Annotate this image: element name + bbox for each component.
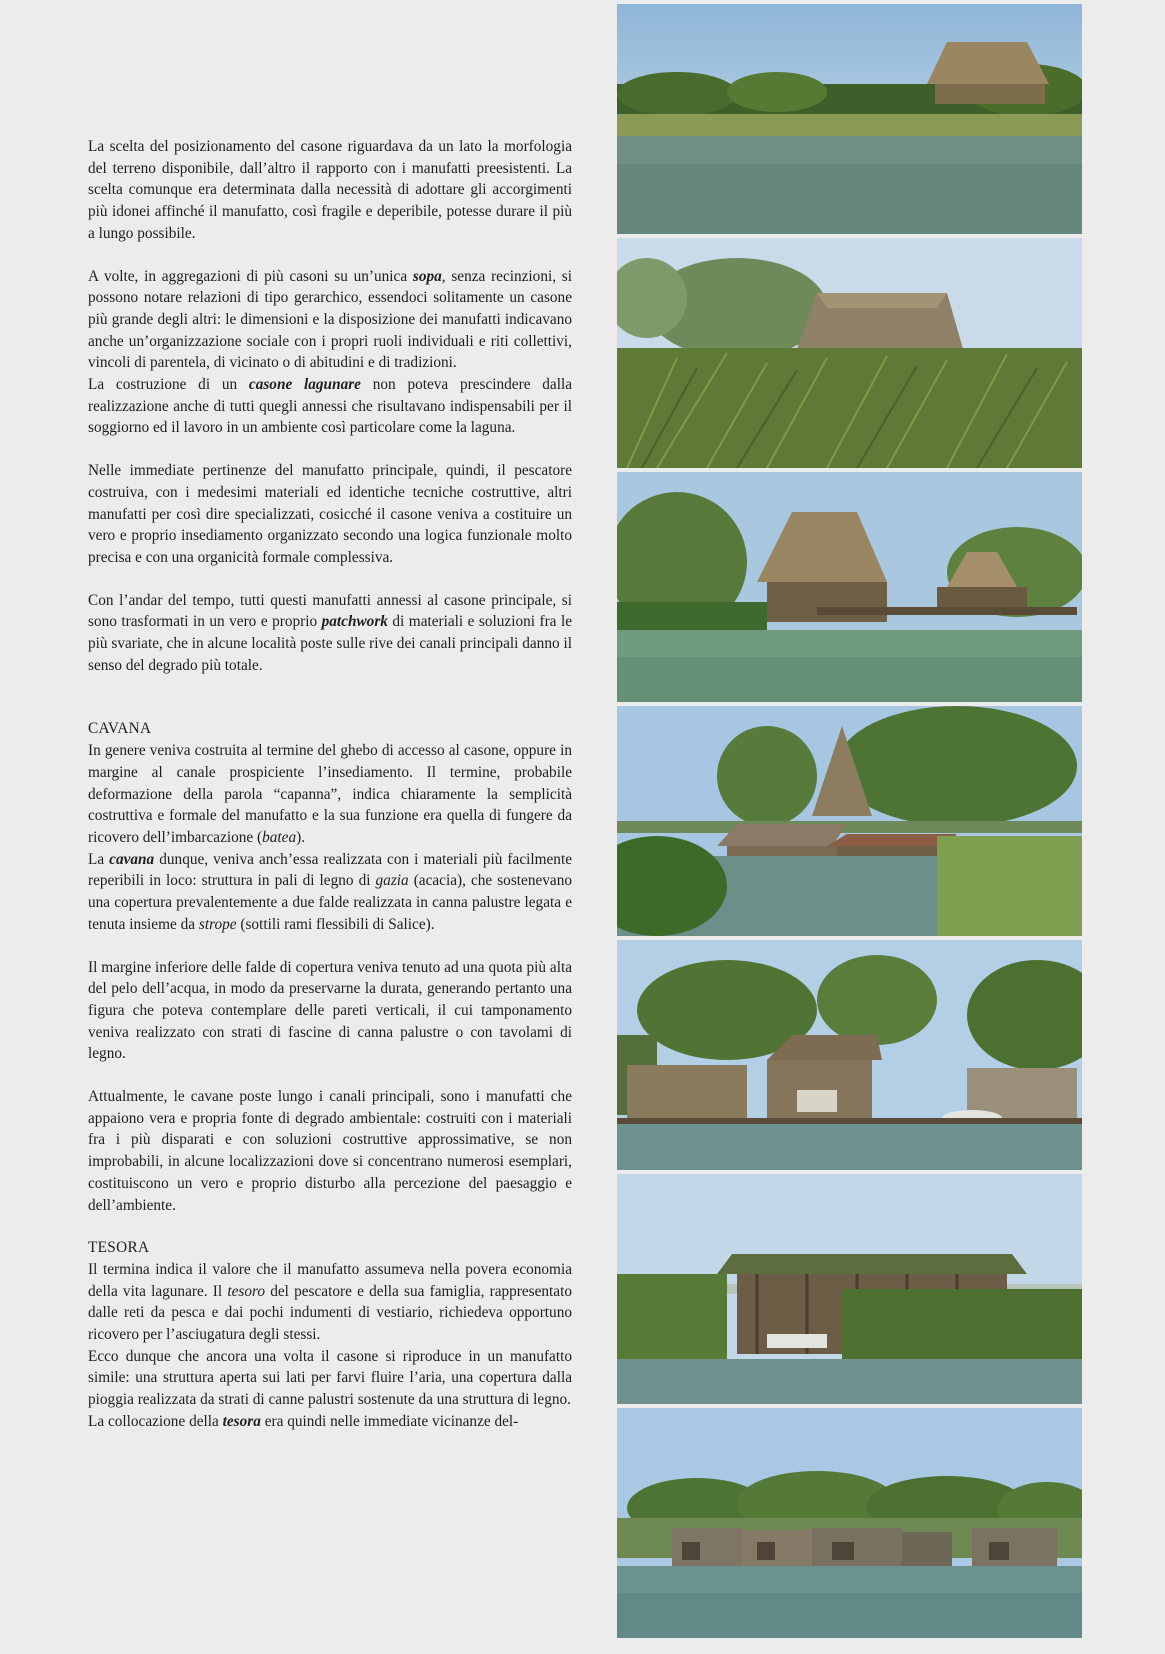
term-tesoro: tesoro <box>227 1282 266 1300</box>
photo-tesore-row <box>617 1408 1082 1638</box>
paragraph-positioning: La scelta del posizionamento del casone riguardava da un lato la morfologia del terreno disponibile, dall’altro il rapporto con i manufatti preesistenti. La scelta comunque era determinata dalla necessità di adottare gli accorgimenti più idonei affinché il manufatto, così fragile e deperibile, potesse durare il più a lungo possibile. <box>88 138 572 242</box>
photo-casone-settlement-image <box>617 472 1082 702</box>
photo-casone-grass <box>617 238 1082 468</box>
paragraph-tesora-intro: Il termina indica il valore che il manufatto assumeva nella povera economia della vita lagunare. Il tesoro del pescatore e della sua famiglia, rappresentato dalle reti da pesca e dai pochi indumenti di vestiario, richiedeva opportuno ricovero per l’asciugatura degli stessi. <box>88 1260 572 1344</box>
paragraph-degradation: Attualmente, le cavane poste lungo i canali principali, sono i manufatti che appaiono vera e propria fonte di degrado ambientale: costruiti con i materiali fra i più disparati e con soluzioni costruttive approssimative, se non improbabili, in alcune localizzazioni dove si concentrano numerosi esemplari, costituiscono un vero e proprio disturbo alla percezione del paesaggio e dell’ambiente. <box>88 1088 572 1214</box>
photo-cavane-row-image <box>617 940 1082 1170</box>
term-cavana: cavana <box>109 850 155 868</box>
paragraph-tesora-structure: Ecco dunque che ancora una volta il casone si riproduce in un manufatto simile: una struttura aperta sui lati per farvi fluire l’aria, una copertura dalla pioggia realizzata da strati di canne palustri sostenute da una struttura di legno. <box>88 1347 572 1409</box>
photo-casone-grass-image <box>617 238 1082 468</box>
paragraph-tesora-location: La collocazione della tesora era quindi nelle immediate vicinanze del- <box>88 1412 519 1430</box>
photo-cavane-row <box>617 940 1082 1170</box>
photo-cavana-roof-image <box>617 706 1082 936</box>
paragraph-roof-margin: Il margine inferiore delle falde di copertura veniva tenuto ad una quota più alta del pelo dell’acqua, in modo da preservarne la durata, generando pertanto una figura che poteva contemplare delle pareti verticali, il cui tamponamento veniva realizzato con strati di fascine di canna palustre o con tavolami di legno. <box>88 958 572 1063</box>
paragraph-pertinences: Nelle immediate pertinenze del manufatto principale, quindi, il pescatore costruiva, con i medesimi materiali ed identiche tecniche costruttive, altri manufatti per così dire specializzati, cosicché il casone veniva a costituire un vero e proprio insediamento organizzato secondo una logica funzionale molto precisa e con una organicità formale complessiva. <box>88 462 572 566</box>
heading-cavana: CAVANA <box>88 720 152 738</box>
photo-tesore-row-image <box>617 1408 1082 1638</box>
paragraph-construction: La costruzione di un casone lagunare non poteva prescindere dalla realizzazione anche di tutti quegli annessi che risultavano indispensabili per il soggiorno ed il lavoro in un ambiente così particolare come la laguna. <box>88 376 572 437</box>
photo-casone-lagoon-image <box>617 4 1082 234</box>
term-patchwork: patchwork <box>321 613 388 631</box>
photo-tesora-green-roof-image <box>617 1174 1082 1404</box>
text-column <box>88 136 572 1433</box>
term-batea: batea <box>262 828 297 846</box>
term-sopa: sopa <box>412 267 442 285</box>
photo-casone-settlement <box>617 472 1082 702</box>
term-casone-lagunare: casone lagunare <box>248 376 361 394</box>
photo-tesora-green-roof <box>617 1174 1082 1404</box>
paragraph-patchwork: Con l’andar del tempo, tutti questi manufatti annessi al casone principale, si sono trasformati in un vero e proprio patchwork di materiali e soluzioni fra le più svariate, che in alcune località poste sulle rive dei canali principali danno il senso del degrado più totale. <box>88 591 572 674</box>
photo-casone-lagoon <box>617 4 1082 234</box>
paragraph-cavana-intro: In genere veniva costruita al termine del ghebo di accesso al casone, oppure in margine al canale prospiciente l’insediamento. Il termine, probabile deformazione della parola “capanna”, indica chiaramente la semplicità costruttiva e formale del manufatto e la sua funzione era quella di fungere da ricovero dell’imbarcazione (batea). <box>88 742 572 846</box>
term-gazia: gazia <box>375 872 409 890</box>
term-tesora: tesora <box>222 1412 261 1430</box>
paragraph-cavana-materials: La cavana dunque, veniva anch’essa realizzata con i materiali più facilmente reperibili in loco: struttura in pali di legno di gazia (acacia), che sostenevano una copertura prevalentemente a due falde realizzata in canna palustre legata e tenuta insieme da strope (sottili rami flessibili di Salice). <box>88 850 572 933</box>
heading-tesora: TESORA <box>88 1239 150 1257</box>
term-strope: strope <box>198 915 237 933</box>
paragraph-aggregations: A volte, in aggregazioni di più casoni su un’unica sopa, senza recinzioni, si possono notare relazioni di tipo gerarchico, essendoci solitamente un casone più grande degli altri: le dimensioni e la disposizione dei manufatti indicavano anche un’organizzazione sociale con i propri ruoli individuali e riti collettivi, vincoli di parentela, di vicinato o di abitudini e di tradizioni. <box>88 267 572 372</box>
photo-cavana-roof <box>617 706 1082 936</box>
